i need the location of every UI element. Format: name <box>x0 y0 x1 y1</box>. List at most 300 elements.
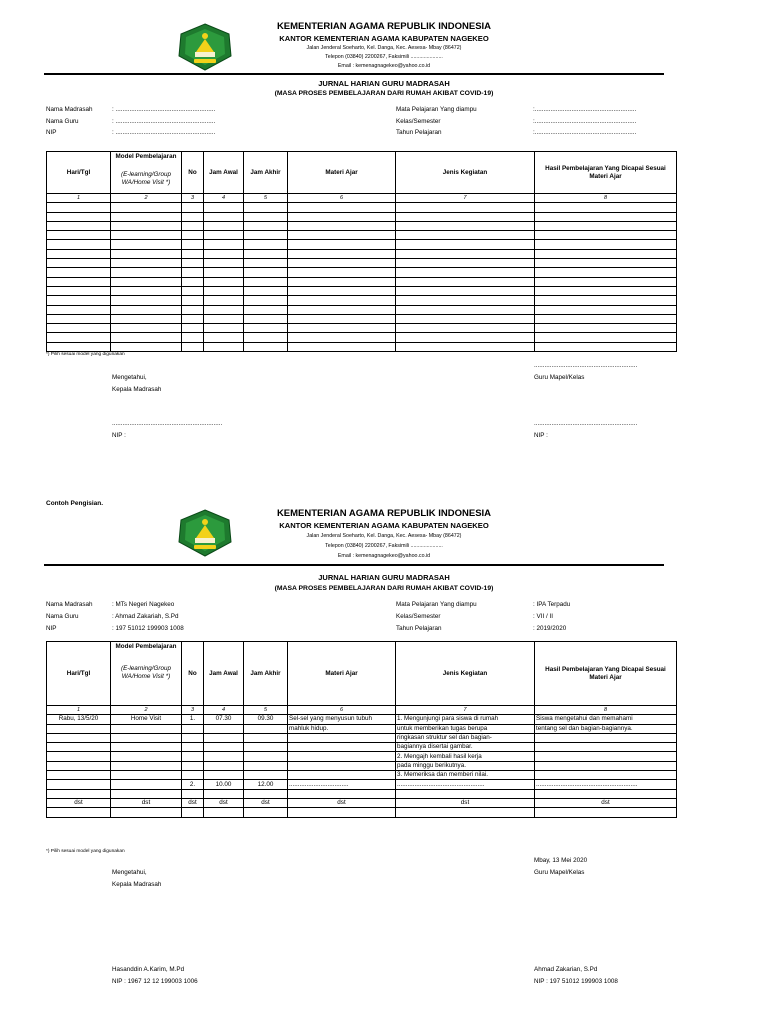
table-cell[interactable] <box>288 305 396 314</box>
table-cell[interactable] <box>204 240 244 249</box>
table-cell[interactable] <box>244 212 288 221</box>
col-header-hari: Hari/Tgl <box>47 152 111 194</box>
table-cell: .................................................. <box>396 780 535 789</box>
table-cell[interactable] <box>111 240 182 249</box>
ex-col-header-jam-awal: Jam Awal <box>204 642 244 706</box>
table-cell[interactable] <box>244 314 288 323</box>
table-cell[interactable] <box>47 314 111 323</box>
table-cell[interactable] <box>47 277 111 286</box>
ex-sign-kepala-nip: NIP : 1967 12 12 199003 1006 <box>112 978 198 985</box>
table-cell[interactable] <box>396 231 535 240</box>
sign-kepala-name-line[interactable]: ............................................................... <box>112 420 223 427</box>
table-cell[interactable] <box>182 286 204 295</box>
table-cell[interactable] <box>535 296 677 305</box>
table-cell[interactable] <box>204 314 244 323</box>
table-cell <box>244 724 288 733</box>
table-cell: 1. Mengunjungi para siswa di rumah <box>396 715 535 724</box>
table-cell[interactable] <box>396 259 535 268</box>
table-cell[interactable] <box>244 259 288 268</box>
table-cell <box>288 808 396 817</box>
table-cell[interactable] <box>182 231 204 240</box>
table-cell <box>288 771 396 780</box>
table-cell[interactable] <box>244 268 288 277</box>
table-cell[interactable] <box>111 305 182 314</box>
journal-subtitle-example: (MASA PROSES PEMBELAJARAN DARI RUMAH AKIBAT COVID-19) <box>274 585 494 592</box>
table-cell[interactable] <box>244 240 288 249</box>
office-email: Email : kemenagnagekeo@yahoo.co.id <box>337 63 431 69</box>
table-cell: Rabu, 13/5/20 <box>47 715 111 724</box>
ex-label-nama-madrasah: Nama Madrasah <box>46 601 93 608</box>
table-cell[interactable] <box>47 305 111 314</box>
sign-guru-name-line[interactable]: ........................................................... <box>534 420 638 427</box>
table-cell <box>288 761 396 770</box>
ex-sign-date: Mbay, 13 Mei 2020 <box>534 857 588 864</box>
table-cell[interactable] <box>244 324 288 333</box>
ex-col-header-model-label: Model Pembelajaran <box>115 643 177 650</box>
ministry-name: KEMENTERIAN AGAMA REPUBLIK INDONESIA <box>276 21 492 32</box>
table-cell[interactable] <box>47 342 111 351</box>
table-cell[interactable] <box>535 324 677 333</box>
table-cell: Siswa mengetahui dan memahami <box>535 715 677 724</box>
ex-col-header-no: No <box>182 642 204 706</box>
value-nama-madrasah[interactable]: : ......................................................... <box>112 106 216 113</box>
table-cell <box>111 771 182 780</box>
table-cell[interactable] <box>204 342 244 351</box>
col-header-model-note: (E-learning/Group WA/Home Visit *) <box>120 171 172 186</box>
table-cell[interactable] <box>47 333 111 342</box>
journal-title: JURNAL HARIAN GURU MADRASAH <box>318 79 450 88</box>
table-row <box>47 743 677 752</box>
table-row <box>47 761 677 770</box>
table-row <box>47 724 677 733</box>
ex-sign-kepala-name: Hasanddin A.Karim, M.Pd <box>112 966 185 973</box>
ex-value-nip: : 197 51012 199903 1008 <box>112 625 184 632</box>
office-address-example: Jalan Jenderal Soeharto, Kel. Danga, Kec. Aesesa- Mbay (86472) <box>306 533 462 539</box>
table-cell <box>182 789 204 798</box>
table-row <box>47 221 677 230</box>
table-cell[interactable] <box>204 333 244 342</box>
table-row <box>47 798 677 807</box>
table-cell[interactable] <box>111 342 182 351</box>
ex-col-header-model-note: (E-learning/Group WA/Home Visit *) <box>120 665 172 680</box>
table-cell[interactable] <box>288 333 396 342</box>
table-cell[interactable] <box>111 277 182 286</box>
table-cell <box>535 761 677 770</box>
table-cell <box>47 761 111 770</box>
table-cell[interactable] <box>182 324 204 333</box>
ex-value-tahun: : 2019/2020 <box>533 625 567 632</box>
table-cell <box>111 761 182 770</box>
col-number: 6 <box>288 706 396 715</box>
value-tahun[interactable]: :.......................................................... <box>533 129 637 136</box>
table-cell: .......................................................... <box>535 780 677 789</box>
table-row <box>47 771 677 780</box>
sign-guru-date-line[interactable]: ........................................................... <box>534 362 638 369</box>
table-cell: 2. <box>182 780 204 789</box>
ex-sign-mengetahui: Mengetahui, <box>112 869 147 876</box>
col-header-jenis: Jenis Kegiatan <box>396 152 535 194</box>
table-cell[interactable] <box>396 342 535 351</box>
table-cell[interactable] <box>111 259 182 268</box>
table-cell[interactable] <box>47 212 111 221</box>
col-number: 2 <box>111 706 182 715</box>
col-number: 8 <box>535 706 677 715</box>
label-mapel: Mata Pelajaran Yang diampu <box>396 106 477 113</box>
col-number: 5 <box>244 706 288 715</box>
col-number: 3 <box>182 194 204 203</box>
table-cell[interactable] <box>47 296 111 305</box>
table-cell <box>111 743 182 752</box>
table-cell <box>204 771 244 780</box>
table-row <box>47 342 677 351</box>
table-cell[interactable] <box>396 277 535 286</box>
table-cell[interactable] <box>111 268 182 277</box>
table-cell: dst <box>111 798 182 807</box>
table-cell[interactable] <box>182 249 204 258</box>
ex-col-header-materi: Materi Ajar <box>288 642 396 706</box>
table-cell[interactable] <box>182 268 204 277</box>
table-cell[interactable] <box>396 296 535 305</box>
table-cell: dst <box>288 798 396 807</box>
table-cell[interactable] <box>396 305 535 314</box>
table-cell <box>204 724 244 733</box>
ex-label-tahun: Tahun Pelajaran <box>396 625 442 632</box>
blank-journal-table <box>46 151 677 352</box>
table-cell: dst <box>244 798 288 807</box>
table-cell <box>182 724 204 733</box>
table-cell <box>244 761 288 770</box>
table-cell[interactable] <box>182 212 204 221</box>
table-cell[interactable] <box>535 203 677 212</box>
ex-sign-guru-name: Ahmad Zakarian, S.Pd <box>534 966 598 973</box>
table-cell[interactable] <box>182 342 204 351</box>
table-cell <box>111 808 182 817</box>
table-cell <box>244 743 288 752</box>
table-row <box>47 212 677 221</box>
table-cell <box>535 789 677 798</box>
table-cell <box>244 808 288 817</box>
table-cell[interactable] <box>396 212 535 221</box>
table-cell <box>244 752 288 761</box>
table-cell: dst <box>396 798 535 807</box>
table-cell[interactable] <box>244 203 288 212</box>
table-cell[interactable] <box>288 203 396 212</box>
table-cell[interactable] <box>535 221 677 230</box>
table-cell[interactable] <box>396 249 535 258</box>
table-cell[interactable] <box>111 203 182 212</box>
table-row <box>47 286 677 295</box>
ex-value-nama-madrasah: : MTs Negeri Nagekeo <box>112 601 175 608</box>
table-cell[interactable] <box>204 221 244 230</box>
table-cell: 1. <box>182 715 204 724</box>
table-cell <box>535 752 677 761</box>
table-cell[interactable] <box>244 231 288 240</box>
table-cell[interactable] <box>535 259 677 268</box>
journal-subtitle: (MASA PROSES PEMBELAJARAN DARI RUMAH AKIBAT COVID-19) <box>274 90 494 97</box>
table-cell: 12.00 <box>244 780 288 789</box>
table-cell[interactable] <box>244 249 288 258</box>
table-cell <box>396 789 535 798</box>
table-cell[interactable] <box>111 286 182 295</box>
table-cell <box>182 771 204 780</box>
table-cell <box>47 771 111 780</box>
table-cell[interactable] <box>244 221 288 230</box>
table-cell <box>244 789 288 798</box>
table-cell[interactable] <box>288 286 396 295</box>
table-cell: bagiannya disertai gambar. <box>396 743 535 752</box>
table-cell[interactable] <box>396 286 535 295</box>
table-cell[interactable] <box>288 212 396 221</box>
table-cell[interactable] <box>396 240 535 249</box>
table-cell <box>47 789 111 798</box>
table-cell: mahluk hidup. <box>288 724 396 733</box>
table-cell[interactable] <box>47 268 111 277</box>
sign-guru-role: Guru Mapel/Kelas <box>534 374 585 381</box>
table-cell[interactable] <box>396 314 535 323</box>
table-cell[interactable] <box>204 305 244 314</box>
table-cell: 09.30 <box>244 715 288 724</box>
office-phone-example: Telepon (03840) 2200267, Faksimili ...................... <box>325 543 443 549</box>
table-cell[interactable] <box>288 268 396 277</box>
ex-col-header-hari: Hari/Tgl <box>47 642 111 706</box>
label-kelas: Kelas/Semester <box>396 118 441 125</box>
sign-guru-nip: NIP : <box>534 432 548 439</box>
table-cell <box>204 808 244 817</box>
table-cell <box>396 808 535 817</box>
table-cell[interactable] <box>47 240 111 249</box>
table-cell[interactable] <box>535 333 677 342</box>
ex-sign-kepala: Kepala Madrasah <box>112 881 162 888</box>
label-tahun: Tahun Pelajaran <box>396 129 442 136</box>
ex-footnote: *) Pilih sesuai model yang digunakan <box>46 849 125 854</box>
label-nip: NIP <box>46 129 57 136</box>
ex-label-kelas: Kelas/Semester <box>396 613 441 620</box>
table-cell[interactable] <box>244 296 288 305</box>
table-cell <box>111 724 182 733</box>
table-cell <box>47 733 111 742</box>
table-cell[interactable] <box>244 286 288 295</box>
table-row <box>47 240 677 249</box>
table-cell[interactable] <box>204 286 244 295</box>
table-cell[interactable] <box>47 249 111 258</box>
table-cell[interactable] <box>182 259 204 268</box>
table-cell[interactable] <box>288 296 396 305</box>
table-cell: ringkasan struktur sel dan bagian- <box>396 733 535 742</box>
table-cell[interactable] <box>244 277 288 286</box>
col-number: 7 <box>396 194 535 203</box>
table-cell: 3. Memeriksa dan memberi nilai. <box>396 771 535 780</box>
table-cell <box>204 743 244 752</box>
table-cell <box>47 743 111 752</box>
table-cell[interactable] <box>111 314 182 323</box>
table-cell[interactable] <box>47 259 111 268</box>
table-cell[interactable] <box>47 324 111 333</box>
table-cell[interactable] <box>204 324 244 333</box>
table-cell <box>182 761 204 770</box>
table-cell[interactable] <box>535 277 677 286</box>
table-cell <box>182 808 204 817</box>
col-number: 1 <box>47 194 111 203</box>
table-cell[interactable] <box>111 231 182 240</box>
table-cell[interactable] <box>535 249 677 258</box>
table-cell[interactable] <box>288 231 396 240</box>
ministry-name-example: KEMENTERIAN AGAMA REPUBLIK INDONESIA <box>276 508 492 519</box>
table-cell[interactable] <box>111 324 182 333</box>
sign-kepala-nip: NIP : <box>112 432 126 439</box>
table-row <box>47 333 677 342</box>
table-cell[interactable] <box>182 203 204 212</box>
table-cell[interactable] <box>204 249 244 258</box>
table-cell[interactable] <box>47 221 111 230</box>
table-row <box>47 305 677 314</box>
table-cell <box>204 789 244 798</box>
table-cell[interactable] <box>396 203 535 212</box>
value-kelas[interactable]: :.......................................................... <box>533 118 637 125</box>
header-rule-example <box>44 564 664 566</box>
value-mapel[interactable]: :.......................................................... <box>533 106 637 113</box>
table-cell[interactable] <box>244 305 288 314</box>
table-cell[interactable] <box>182 305 204 314</box>
table-cell <box>288 752 396 761</box>
table-cell[interactable] <box>111 221 182 230</box>
table-cell[interactable] <box>204 212 244 221</box>
table-cell[interactable] <box>535 268 677 277</box>
table-cell <box>111 733 182 742</box>
table-cell[interactable] <box>244 333 288 342</box>
example-label: Contoh Pengisian. <box>46 500 104 507</box>
label-nama-guru: Nama Guru <box>46 118 79 125</box>
office-email-example: Email : kemenagnagekeo@yahoo.co.id <box>337 553 431 559</box>
office-name: KANTOR KEMENTERIAN AGAMA KABUPATEN NAGEKEO <box>279 34 489 43</box>
office-name-example: KANTOR KEMENTERIAN AGAMA KABUPATEN NAGEKEO <box>279 521 489 530</box>
col-header-jam-awal: Jam Awal <box>204 152 244 194</box>
table-cell[interactable] <box>204 231 244 240</box>
table-cell[interactable] <box>111 296 182 305</box>
table-cell[interactable] <box>396 333 535 342</box>
table-cell[interactable] <box>288 259 396 268</box>
table-cell <box>204 752 244 761</box>
table-cell[interactable] <box>396 268 535 277</box>
col-header-hasil: Hasil Pembelajaran Yang Dicapai Sesuai Materi Ajar <box>535 152 677 194</box>
ex-sign-guru-nip: NIP : 197 51012 199903 1008 <box>534 978 618 985</box>
table-cell[interactable] <box>111 249 182 258</box>
col-header-no: No <box>182 152 204 194</box>
col-number: 5 <box>244 194 288 203</box>
col-header-model-label: Model Pembelajaran <box>115 153 177 160</box>
table-cell[interactable] <box>396 324 535 333</box>
table-cell[interactable] <box>182 333 204 342</box>
table-cell[interactable] <box>47 203 111 212</box>
table-cell[interactable] <box>535 240 677 249</box>
ex-label-mapel: Mata Pelajaran Yang diampu <box>396 601 477 608</box>
example-journal-table <box>46 641 677 818</box>
table-row <box>47 780 677 789</box>
table-cell[interactable] <box>204 296 244 305</box>
col-number: 7 <box>396 706 535 715</box>
table-cell: 07.30 <box>204 715 244 724</box>
ex-col-header-jam-akhir: Jam Akhir <box>244 642 288 706</box>
table-cell <box>535 808 677 817</box>
table-cell <box>244 733 288 742</box>
label-nama-madrasah: Nama Madrasah <box>46 106 93 113</box>
table-cell <box>535 771 677 780</box>
table-cell[interactable] <box>182 296 204 305</box>
table-cell[interactable] <box>535 305 677 314</box>
table-cell[interactable] <box>288 249 396 258</box>
sign-mengetahui: Mengetahui, <box>112 374 147 381</box>
table-cell <box>182 733 204 742</box>
table-cell: dst <box>204 798 244 807</box>
table-cell[interactable] <box>288 221 396 230</box>
table-cell[interactable] <box>535 342 677 351</box>
table-cell[interactable] <box>288 240 396 249</box>
table-cell[interactable] <box>535 212 677 221</box>
table-cell[interactable] <box>288 342 396 351</box>
table-cell <box>111 780 182 789</box>
table-row <box>47 733 677 742</box>
table-cell[interactable] <box>111 333 182 342</box>
table-cell[interactable] <box>182 221 204 230</box>
table-row <box>47 752 677 761</box>
table-cell: tentang sel dan bagian-bagiannya. <box>535 724 677 733</box>
office-address: Jalan Jenderal Soeharto, Kel. Danga, Kec. Aesesa- Mbay (86472) <box>306 45 462 51</box>
table-cell[interactable] <box>111 212 182 221</box>
table-cell <box>47 752 111 761</box>
col-header-materi: Materi Ajar <box>288 152 396 194</box>
table-cell[interactable] <box>204 277 244 286</box>
table-cell: pada minggu berikutnya. <box>396 761 535 770</box>
table-cell[interactable] <box>204 259 244 268</box>
table-cell: .................................. <box>288 780 396 789</box>
table-cell[interactable] <box>288 277 396 286</box>
col-number: 1 <box>47 706 111 715</box>
table-row <box>47 268 677 277</box>
table-row <box>47 231 677 240</box>
table-cell: untuk memberikan tugas berupa <box>396 724 535 733</box>
table-cell[interactable] <box>288 324 396 333</box>
table-cell[interactable] <box>182 277 204 286</box>
table-cell[interactable] <box>244 342 288 351</box>
table-cell: Home Visit <box>111 715 182 724</box>
table-cell[interactable] <box>535 286 677 295</box>
col-number: 2 <box>111 194 182 203</box>
table-cell[interactable] <box>288 314 396 323</box>
table-cell <box>535 733 677 742</box>
ex-sign-guru-role: Guru Mapel/Kelas <box>534 869 585 876</box>
table-cell[interactable] <box>182 314 204 323</box>
table-cell[interactable] <box>535 231 677 240</box>
col-number: 8 <box>535 194 677 203</box>
table-cell: 2. Mengajh kembali hasil kerja <box>396 752 535 761</box>
footnote: *) Pilih sesuai model yang digunakan <box>46 352 125 357</box>
journal-title-example: JURNAL HARIAN GURU MADRASAH <box>318 573 450 582</box>
table-cell[interactable] <box>47 231 111 240</box>
table-cell[interactable] <box>182 240 204 249</box>
table-cell[interactable] <box>204 268 244 277</box>
table-row <box>47 789 677 798</box>
table-cell[interactable] <box>396 221 535 230</box>
table-cell <box>111 789 182 798</box>
table-cell[interactable] <box>47 286 111 295</box>
table-cell <box>204 761 244 770</box>
table-cell[interactable] <box>535 314 677 323</box>
table-cell: dst <box>182 798 204 807</box>
table-cell <box>47 808 111 817</box>
value-nip[interactable]: : ......................................................... <box>112 129 216 136</box>
office-phone: Telepon (03840) 2200267, Faksimili ...................... <box>325 54 443 60</box>
table-cell[interactable] <box>204 203 244 212</box>
value-nama-guru[interactable]: : ......................................................... <box>112 118 216 125</box>
